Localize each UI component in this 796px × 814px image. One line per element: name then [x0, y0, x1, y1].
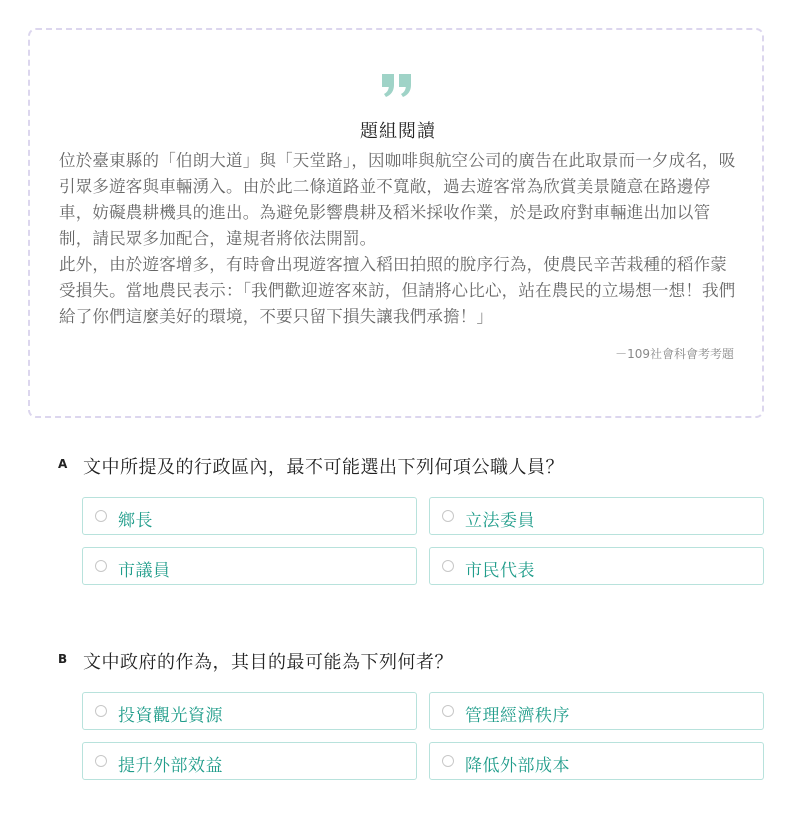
- option-a4[interactable]: [429, 547, 764, 585]
- radio-icon[interactable]: [95, 510, 107, 522]
- passage-title: 題組閱讀: [360, 121, 436, 142]
- question-letter: B: [58, 652, 68, 666]
- passage-body: [59, 148, 739, 330]
- option-label: 投資觀光資源: [118, 706, 223, 726]
- option-label: 立法委員: [465, 511, 535, 531]
- option-label: 管理經濟秩序: [465, 706, 570, 726]
- question-letter: A: [58, 457, 68, 471]
- option-label: 市議員: [118, 561, 171, 581]
- option-b2[interactable]: [429, 692, 764, 730]
- option-label: 市民代表: [465, 561, 535, 581]
- passage-paragraph: 此外，由於遊客增多，有時會出現遊客擅入稻田拍照的脫序行為，使農民辛苦栽種的稻作蒙受損失。當地農民表示：「我們歡迎遊客來訪，但請將心比心，站在農民的立場想一想！我們給了你們這麼美好的環境，不要只留下損失讓我們承擔！」: [59, 255, 736, 326]
- option-b3[interactable]: [82, 742, 417, 780]
- radio-icon[interactable]: [442, 705, 454, 717]
- option-label: 降低外部成本: [465, 756, 570, 776]
- option-a1[interactable]: [82, 497, 417, 535]
- radio-icon[interactable]: [95, 755, 107, 767]
- question-text: 文中所提及的行政區內，最不可能選出下列何項公職人員？: [83, 457, 564, 478]
- option-a2[interactable]: [429, 497, 764, 535]
- radio-icon[interactable]: [95, 705, 107, 717]
- option-b4[interactable]: [429, 742, 764, 780]
- radio-icon[interactable]: [442, 560, 454, 572]
- option-label: 提升外部效益: [118, 756, 223, 776]
- option-b1[interactable]: [82, 692, 417, 730]
- radio-icon[interactable]: [95, 560, 107, 572]
- passage-paragraph: 位於臺東縣的「伯朗大道」與「天堂路」，因咖啡與航空公司的廣告在此取景而一夕成名，吸引眾多遊客與車輛湧入。由於此二條道路並不寬敞，過去遊客常為欣賞美景隨意在路邊停車，妨礙農耕機具的進出。為避免影響農耕及稻米採收作業，於是政府對車輛進出加以管制，請民眾多加配合，違規者將依法開罰。: [59, 151, 736, 248]
- radio-icon[interactable]: [442, 510, 454, 522]
- radio-icon[interactable]: [442, 755, 454, 767]
- option-label: 鄉長: [118, 511, 153, 531]
- option-a3[interactable]: [82, 547, 417, 585]
- question-text: 文中政府的作為，其目的最可能為下列何者？: [83, 652, 453, 673]
- quote-icon: [380, 72, 414, 98]
- passage-source: －109社會科會考考題: [615, 347, 734, 361]
